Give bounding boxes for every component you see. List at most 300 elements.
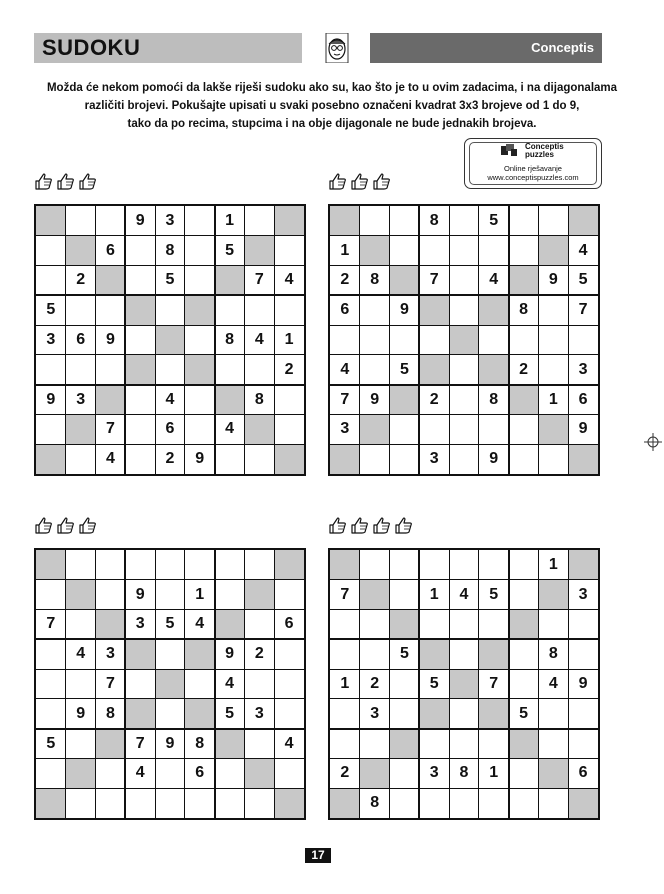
- sudoku-cell[interactable]: [274, 385, 304, 415]
- sudoku-cell[interactable]: [36, 206, 66, 236]
- sudoku-cell[interactable]: 1: [195, 585, 205, 603]
- sudoku-cell[interactable]: [538, 236, 568, 266]
- sudoku-cell[interactable]: [125, 236, 155, 266]
- sudoku-cell[interactable]: [360, 355, 390, 385]
- sudoku-cell[interactable]: [36, 699, 66, 729]
- sudoku-cell[interactable]: [155, 758, 185, 788]
- sudoku-cell[interactable]: [509, 325, 539, 355]
- sudoku-cell[interactable]: 6: [284, 615, 294, 633]
- sudoku-cell[interactable]: [479, 729, 509, 759]
- sudoku-cell[interactable]: 5: [489, 585, 499, 603]
- sudoku-cell[interactable]: 5: [429, 674, 439, 692]
- sudoku-cell[interactable]: [274, 758, 304, 788]
- sudoku-cell[interactable]: [479, 610, 509, 640]
- sudoku-cell[interactable]: [215, 758, 245, 788]
- sudoku-cell[interactable]: [509, 788, 539, 818]
- sudoku-cell[interactable]: 9: [548, 271, 558, 289]
- sudoku-cell[interactable]: 4: [578, 241, 588, 259]
- sudoku-cell[interactable]: [215, 550, 245, 580]
- sudoku-cell[interactable]: 6: [76, 330, 86, 348]
- sudoku-cell[interactable]: 4: [135, 764, 145, 782]
- sudoku-cell[interactable]: 2: [519, 360, 528, 378]
- sudoku-cell[interactable]: [244, 295, 274, 325]
- sudoku-cell[interactable]: [568, 729, 598, 759]
- sudoku-cell[interactable]: 4: [459, 585, 469, 603]
- sudoku-cell[interactable]: [36, 550, 66, 580]
- sudoku-cell[interactable]: [419, 639, 449, 669]
- sudoku-cell[interactable]: [538, 699, 568, 729]
- sudoku-cell[interactable]: [360, 236, 390, 266]
- sudoku-cell[interactable]: 4: [489, 271, 499, 289]
- sudoku-cell[interactable]: 9: [225, 645, 234, 663]
- sudoku-cell[interactable]: 4: [284, 734, 294, 752]
- sudoku-cell[interactable]: [36, 444, 66, 474]
- sudoku-cell[interactable]: [538, 295, 568, 325]
- sudoku-cell[interactable]: 4: [165, 390, 175, 408]
- sudoku-cell[interactable]: [96, 580, 126, 610]
- sudoku-cell[interactable]: 3: [254, 704, 264, 722]
- sudoku-cell[interactable]: 3: [340, 420, 350, 438]
- sudoku-cell[interactable]: [449, 266, 479, 296]
- sudoku-cell[interactable]: [330, 610, 360, 640]
- sudoku-cell[interactable]: [449, 610, 479, 640]
- sudoku-cell[interactable]: 8: [254, 390, 264, 408]
- sudoku-cell[interactable]: [390, 444, 420, 474]
- sudoku-cell[interactable]: [274, 788, 304, 818]
- sudoku-cell[interactable]: [274, 236, 304, 266]
- sudoku-cell[interactable]: [479, 236, 509, 266]
- sudoku-cell[interactable]: 9: [165, 734, 175, 752]
- sudoku-cell[interactable]: [66, 206, 96, 236]
- sudoku-cell[interactable]: [274, 669, 304, 699]
- sudoku-cell[interactable]: [390, 236, 420, 266]
- sudoku-cell[interactable]: [538, 325, 568, 355]
- sudoku-cell[interactable]: 5: [399, 360, 409, 378]
- sudoku-cell[interactable]: [96, 385, 126, 415]
- sudoku-cell[interactable]: [449, 639, 479, 669]
- sudoku-cell[interactable]: 6: [578, 390, 588, 408]
- sudoku-cell[interactable]: 2: [76, 271, 86, 289]
- sudoku-cell[interactable]: [390, 610, 420, 640]
- sudoku-cell[interactable]: [36, 266, 66, 296]
- sudoku-cell[interactable]: [509, 414, 539, 444]
- sudoku-cell[interactable]: [538, 206, 568, 236]
- sudoku-cell[interactable]: 9: [46, 390, 56, 408]
- sudoku-cell[interactable]: [155, 639, 185, 669]
- sudoku-cell[interactable]: [66, 788, 96, 818]
- sudoku-cell[interactable]: [66, 295, 96, 325]
- sudoku-cell[interactable]: [125, 444, 155, 474]
- sudoku-cell[interactable]: [185, 266, 215, 296]
- sudoku-cell[interactable]: [125, 669, 155, 699]
- sudoku-cell[interactable]: 8: [489, 390, 499, 408]
- sudoku-cell[interactable]: 7: [429, 271, 439, 289]
- sudoku-cell[interactable]: [66, 669, 96, 699]
- sudoku-cell[interactable]: 4: [284, 271, 294, 289]
- sudoku-cell[interactable]: 7: [578, 301, 588, 319]
- sudoku-cell[interactable]: 8: [459, 764, 469, 782]
- sudoku-cell[interactable]: [125, 385, 155, 415]
- sudoku-cell[interactable]: 2: [340, 764, 350, 782]
- sudoku-cell[interactable]: 9: [370, 390, 380, 408]
- sudoku-cell[interactable]: [96, 758, 126, 788]
- sudoku-cell[interactable]: [330, 325, 360, 355]
- sudoku-cell[interactable]: [509, 610, 539, 640]
- sudoku-cell[interactable]: 5: [225, 241, 234, 259]
- sudoku-cell[interactable]: 1: [489, 764, 499, 782]
- sudoku-cell[interactable]: [155, 669, 185, 699]
- sudoku-cell[interactable]: 3: [165, 211, 175, 229]
- sudoku-cell[interactable]: [330, 206, 360, 236]
- sudoku-cell[interactable]: 9: [578, 674, 588, 692]
- sudoku-cell[interactable]: [66, 355, 96, 385]
- sudoku-cell[interactable]: [390, 206, 420, 236]
- sudoku-cell[interactable]: [568, 444, 598, 474]
- sudoku-cell[interactable]: 7: [340, 585, 350, 603]
- sudoku-cell[interactable]: 6: [578, 764, 588, 782]
- sudoku-cell[interactable]: [155, 325, 185, 355]
- sudoku-cell[interactable]: [185, 550, 215, 580]
- sudoku-cell[interactable]: [360, 414, 390, 444]
- sudoku-cell[interactable]: 9: [135, 585, 145, 603]
- sudoku-cell[interactable]: [509, 266, 539, 296]
- sudoku-cell[interactable]: 2: [340, 271, 350, 289]
- sudoku-cell[interactable]: 2: [284, 360, 294, 378]
- sudoku-cell[interactable]: [538, 788, 568, 818]
- sudoku-cell[interactable]: 5: [578, 271, 588, 289]
- sudoku-cell[interactable]: [36, 788, 66, 818]
- sudoku-cell[interactable]: 8: [548, 645, 558, 663]
- sudoku-cell[interactable]: [125, 639, 155, 669]
- sudoku-cell[interactable]: [568, 206, 598, 236]
- sudoku-cell[interactable]: 9: [105, 330, 115, 348]
- sudoku-cell[interactable]: 7: [46, 615, 56, 633]
- sudoku-cell[interactable]: [509, 206, 539, 236]
- sudoku-cell[interactable]: [274, 580, 304, 610]
- sudoku-cell[interactable]: 3: [429, 764, 439, 782]
- sudoku-cell[interactable]: [538, 729, 568, 759]
- sudoku-cell[interactable]: [390, 699, 420, 729]
- sudoku-cell[interactable]: [215, 729, 245, 759]
- sudoku-cell[interactable]: [155, 355, 185, 385]
- sudoku-cell[interactable]: [538, 758, 568, 788]
- sudoku-cell[interactable]: [66, 550, 96, 580]
- sudoku-cell[interactable]: [449, 355, 479, 385]
- sudoku-cell[interactable]: 9: [489, 450, 499, 468]
- sudoku-cell[interactable]: [479, 295, 509, 325]
- sudoku-cell[interactable]: 5: [165, 615, 175, 633]
- sudoku-cell[interactable]: 6: [105, 241, 115, 259]
- sudoku-cell[interactable]: [390, 669, 420, 699]
- sudoku-cell[interactable]: 9: [135, 211, 145, 229]
- sudoku-cell[interactable]: 6: [340, 301, 350, 319]
- sudoku-cell[interactable]: [125, 550, 155, 580]
- sudoku-cell[interactable]: [419, 325, 449, 355]
- sudoku-cell[interactable]: 4: [105, 450, 115, 468]
- sudoku-cell[interactable]: 1: [340, 674, 350, 692]
- promo-url[interactable]: www.conceptispuzzles.com: [487, 173, 579, 182]
- sudoku-cell[interactable]: 7: [105, 674, 115, 692]
- sudoku-cell[interactable]: [390, 325, 420, 355]
- sudoku-cell[interactable]: 9: [399, 301, 409, 319]
- sudoku-cell[interactable]: [509, 236, 539, 266]
- sudoku-cell[interactable]: [449, 325, 479, 355]
- sudoku-cell[interactable]: [155, 699, 185, 729]
- sudoku-cell[interactable]: 7: [135, 734, 145, 752]
- sudoku-cell[interactable]: [155, 550, 185, 580]
- sudoku-cell[interactable]: [36, 414, 66, 444]
- sudoku-cell[interactable]: 3: [578, 360, 588, 378]
- sudoku-cell[interactable]: [360, 580, 390, 610]
- sudoku-cell[interactable]: [390, 729, 420, 759]
- sudoku-cell[interactable]: [215, 610, 245, 640]
- sudoku-cell[interactable]: [185, 788, 215, 818]
- sudoku-cell[interactable]: [568, 639, 598, 669]
- sudoku-cell[interactable]: [96, 266, 126, 296]
- sudoku-cell[interactable]: [185, 325, 215, 355]
- sudoku-cell[interactable]: 9: [578, 420, 588, 438]
- sudoku-cell[interactable]: 4: [225, 420, 234, 438]
- sudoku-cell[interactable]: 8: [370, 271, 380, 289]
- sudoku-cell[interactable]: 5: [519, 704, 528, 722]
- sudoku-cell[interactable]: [449, 385, 479, 415]
- sudoku-cell[interactable]: [419, 610, 449, 640]
- sudoku-cell[interactable]: 3: [370, 704, 380, 722]
- sudoku-cell[interactable]: [449, 669, 479, 699]
- sudoku-cell[interactable]: 2: [370, 674, 380, 692]
- sudoku-cell[interactable]: [125, 295, 155, 325]
- sudoku-cell[interactable]: 4: [340, 360, 350, 378]
- sudoku-cell[interactable]: [568, 699, 598, 729]
- sudoku-cell[interactable]: [125, 266, 155, 296]
- sudoku-cell[interactable]: [419, 236, 449, 266]
- sudoku-cell[interactable]: [125, 699, 155, 729]
- sudoku-cell[interactable]: [479, 355, 509, 385]
- sudoku-cell[interactable]: [244, 550, 274, 580]
- sudoku-cell[interactable]: [538, 610, 568, 640]
- sudoku-cell[interactable]: [360, 206, 390, 236]
- sudoku-cell[interactable]: [155, 295, 185, 325]
- sudoku-cell[interactable]: [185, 699, 215, 729]
- sudoku-cell[interactable]: [449, 729, 479, 759]
- sudoku-cell[interactable]: 6: [195, 764, 205, 782]
- sudoku-cell[interactable]: [360, 639, 390, 669]
- sudoku-cell[interactable]: [185, 295, 215, 325]
- sudoku-cell[interactable]: 4: [76, 645, 86, 663]
- sudoku-cell[interactable]: 5: [46, 301, 56, 319]
- sudoku-cell[interactable]: [244, 444, 274, 474]
- sudoku-cell[interactable]: [330, 639, 360, 669]
- sudoku-cell[interactable]: [479, 699, 509, 729]
- sudoku-cell[interactable]: 5: [399, 645, 409, 663]
- sudoku-cell[interactable]: [96, 550, 126, 580]
- sudoku-cell[interactable]: 1: [548, 555, 558, 573]
- sudoku-cell[interactable]: [449, 699, 479, 729]
- sudoku-cell[interactable]: [509, 385, 539, 415]
- sudoku-cell[interactable]: [66, 580, 96, 610]
- sudoku-cell[interactable]: 4: [254, 330, 264, 348]
- sudoku-cell[interactable]: 8: [225, 330, 234, 348]
- sudoku-cell[interactable]: [215, 355, 245, 385]
- sudoku-cell[interactable]: 9: [195, 450, 205, 468]
- sudoku-cell[interactable]: [185, 385, 215, 415]
- sudoku-cell[interactable]: 5: [489, 211, 499, 229]
- sudoku-cell[interactable]: 6: [165, 420, 175, 438]
- sudoku-cell[interactable]: [155, 788, 185, 818]
- sudoku-cell[interactable]: [419, 699, 449, 729]
- sudoku-cell[interactable]: [274, 414, 304, 444]
- sudoku-cell[interactable]: [96, 355, 126, 385]
- sudoku-cell[interactable]: [449, 550, 479, 580]
- sudoku-cell[interactable]: [330, 788, 360, 818]
- sudoku-cell[interactable]: 5: [225, 704, 234, 722]
- sudoku-cell[interactable]: [538, 355, 568, 385]
- sudoku-cell[interactable]: [185, 414, 215, 444]
- sudoku-cell[interactable]: [66, 758, 96, 788]
- sudoku-cell[interactable]: [568, 788, 598, 818]
- sudoku-cell[interactable]: [419, 295, 449, 325]
- sudoku-cell[interactable]: 2: [165, 450, 175, 468]
- sudoku-cell[interactable]: [509, 729, 539, 759]
- sudoku-cell[interactable]: 8: [519, 301, 528, 319]
- sudoku-cell[interactable]: [360, 729, 390, 759]
- sudoku-cell[interactable]: 8: [195, 734, 205, 752]
- sudoku-cell[interactable]: [479, 788, 509, 818]
- sudoku-cell[interactable]: [509, 639, 539, 669]
- sudoku-cell[interactable]: [330, 444, 360, 474]
- sudoku-cell[interactable]: [390, 385, 420, 415]
- sudoku-cell[interactable]: [360, 295, 390, 325]
- sudoku-cell[interactable]: [330, 729, 360, 759]
- sudoku-cell[interactable]: [390, 758, 420, 788]
- sudoku-cell[interactable]: [449, 444, 479, 474]
- sudoku-cell[interactable]: [96, 295, 126, 325]
- sudoku-cell[interactable]: [568, 610, 598, 640]
- sudoku-cell[interactable]: 2: [254, 645, 264, 663]
- sudoku-cell[interactable]: 1: [548, 390, 558, 408]
- sudoku-cell[interactable]: [568, 550, 598, 580]
- sudoku-cell[interactable]: 4: [225, 674, 234, 692]
- sudoku-cell[interactable]: [244, 788, 274, 818]
- sudoku-cell[interactable]: [36, 355, 66, 385]
- sudoku-cell[interactable]: [538, 444, 568, 474]
- sudoku-cell[interactable]: [244, 729, 274, 759]
- sudoku-cell[interactable]: [215, 788, 245, 818]
- sudoku-cell[interactable]: 8: [105, 704, 115, 722]
- sudoku-cell[interactable]: [419, 788, 449, 818]
- sudoku-cell[interactable]: [125, 788, 155, 818]
- sudoku-cell[interactable]: 2: [429, 390, 439, 408]
- sudoku-cell[interactable]: [479, 550, 509, 580]
- sudoku-cell[interactable]: [509, 758, 539, 788]
- sudoku-cell[interactable]: [66, 610, 96, 640]
- sudoku-cell[interactable]: [185, 669, 215, 699]
- sudoku-cell[interactable]: [96, 788, 126, 818]
- sudoku-cell[interactable]: [390, 266, 420, 296]
- sudoku-cell[interactable]: [185, 355, 215, 385]
- sudoku-cell[interactable]: [360, 610, 390, 640]
- sudoku-cell[interactable]: [360, 444, 390, 474]
- sudoku-cell[interactable]: [479, 414, 509, 444]
- sudoku-cell[interactable]: [244, 580, 274, 610]
- sudoku-cell[interactable]: [244, 758, 274, 788]
- sudoku-cell[interactable]: 8: [165, 241, 175, 259]
- sudoku-cell[interactable]: 1: [225, 211, 234, 229]
- sudoku-cell[interactable]: [390, 414, 420, 444]
- sudoku-cell[interactable]: 7: [340, 390, 350, 408]
- sudoku-cell[interactable]: [185, 639, 215, 669]
- sudoku-cell[interactable]: [125, 325, 155, 355]
- sudoku-cell[interactable]: [360, 758, 390, 788]
- sudoku-cell[interactable]: 5: [165, 271, 175, 289]
- sudoku-cell[interactable]: [360, 550, 390, 580]
- sudoku-cell[interactable]: 3: [429, 450, 439, 468]
- sudoku-cell[interactable]: [274, 444, 304, 474]
- sudoku-cell[interactable]: [244, 236, 274, 266]
- sudoku-cell[interactable]: 3: [578, 585, 588, 603]
- sudoku-cell[interactable]: [215, 580, 245, 610]
- sudoku-cell[interactable]: [125, 414, 155, 444]
- sudoku-cell[interactable]: [274, 639, 304, 669]
- sudoku-cell[interactable]: [244, 414, 274, 444]
- sudoku-cell[interactable]: [538, 414, 568, 444]
- sudoku-cell[interactable]: 1: [429, 585, 439, 603]
- sudoku-cell[interactable]: [215, 295, 245, 325]
- sudoku-cell[interactable]: 3: [46, 330, 56, 348]
- sudoku-cell[interactable]: [244, 669, 274, 699]
- sudoku-cell[interactable]: [125, 355, 155, 385]
- sudoku-cell[interactable]: [509, 669, 539, 699]
- sudoku-cell[interactable]: [449, 295, 479, 325]
- sudoku-cell[interactable]: [215, 266, 245, 296]
- sudoku-cell[interactable]: 8: [370, 794, 380, 812]
- sudoku-cell[interactable]: [155, 580, 185, 610]
- sudoku-cell[interactable]: [96, 610, 126, 640]
- sudoku-cell[interactable]: 3: [105, 645, 115, 663]
- sudoku-cell[interactable]: [215, 385, 245, 415]
- sudoku-cell[interactable]: [274, 295, 304, 325]
- sudoku-cell[interactable]: 7: [105, 420, 115, 438]
- sudoku-cell[interactable]: [36, 669, 66, 699]
- sudoku-cell[interactable]: [244, 355, 274, 385]
- sudoku-cell[interactable]: [390, 580, 420, 610]
- sudoku-cell[interactable]: [360, 325, 390, 355]
- sudoku-cell[interactable]: [509, 580, 539, 610]
- sudoku-cell[interactable]: [330, 699, 360, 729]
- sudoku-cell[interactable]: [479, 639, 509, 669]
- sudoku-cell[interactable]: [244, 610, 274, 640]
- sudoku-cell[interactable]: [66, 236, 96, 266]
- sudoku-cell[interactable]: [274, 550, 304, 580]
- sudoku-cell[interactable]: 8: [429, 211, 439, 229]
- sudoku-cell[interactable]: [449, 788, 479, 818]
- sudoku-cell[interactable]: [215, 444, 245, 474]
- sudoku-cell[interactable]: 3: [135, 615, 145, 633]
- sudoku-cell[interactable]: [390, 550, 420, 580]
- sudoku-cell[interactable]: [66, 729, 96, 759]
- sudoku-cell[interactable]: [36, 236, 66, 266]
- sudoku-cell[interactable]: [66, 414, 96, 444]
- sudoku-cell[interactable]: 7: [489, 674, 499, 692]
- sudoku-cell[interactable]: 1: [340, 241, 350, 259]
- sudoku-cell[interactable]: 7: [254, 271, 264, 289]
- sudoku-cell[interactable]: [36, 580, 66, 610]
- sudoku-cell[interactable]: [96, 206, 126, 236]
- sudoku-cell[interactable]: [274, 206, 304, 236]
- sudoku-cell[interactable]: 5: [46, 734, 56, 752]
- sudoku-cell[interactable]: [449, 236, 479, 266]
- sudoku-cell[interactable]: [568, 325, 598, 355]
